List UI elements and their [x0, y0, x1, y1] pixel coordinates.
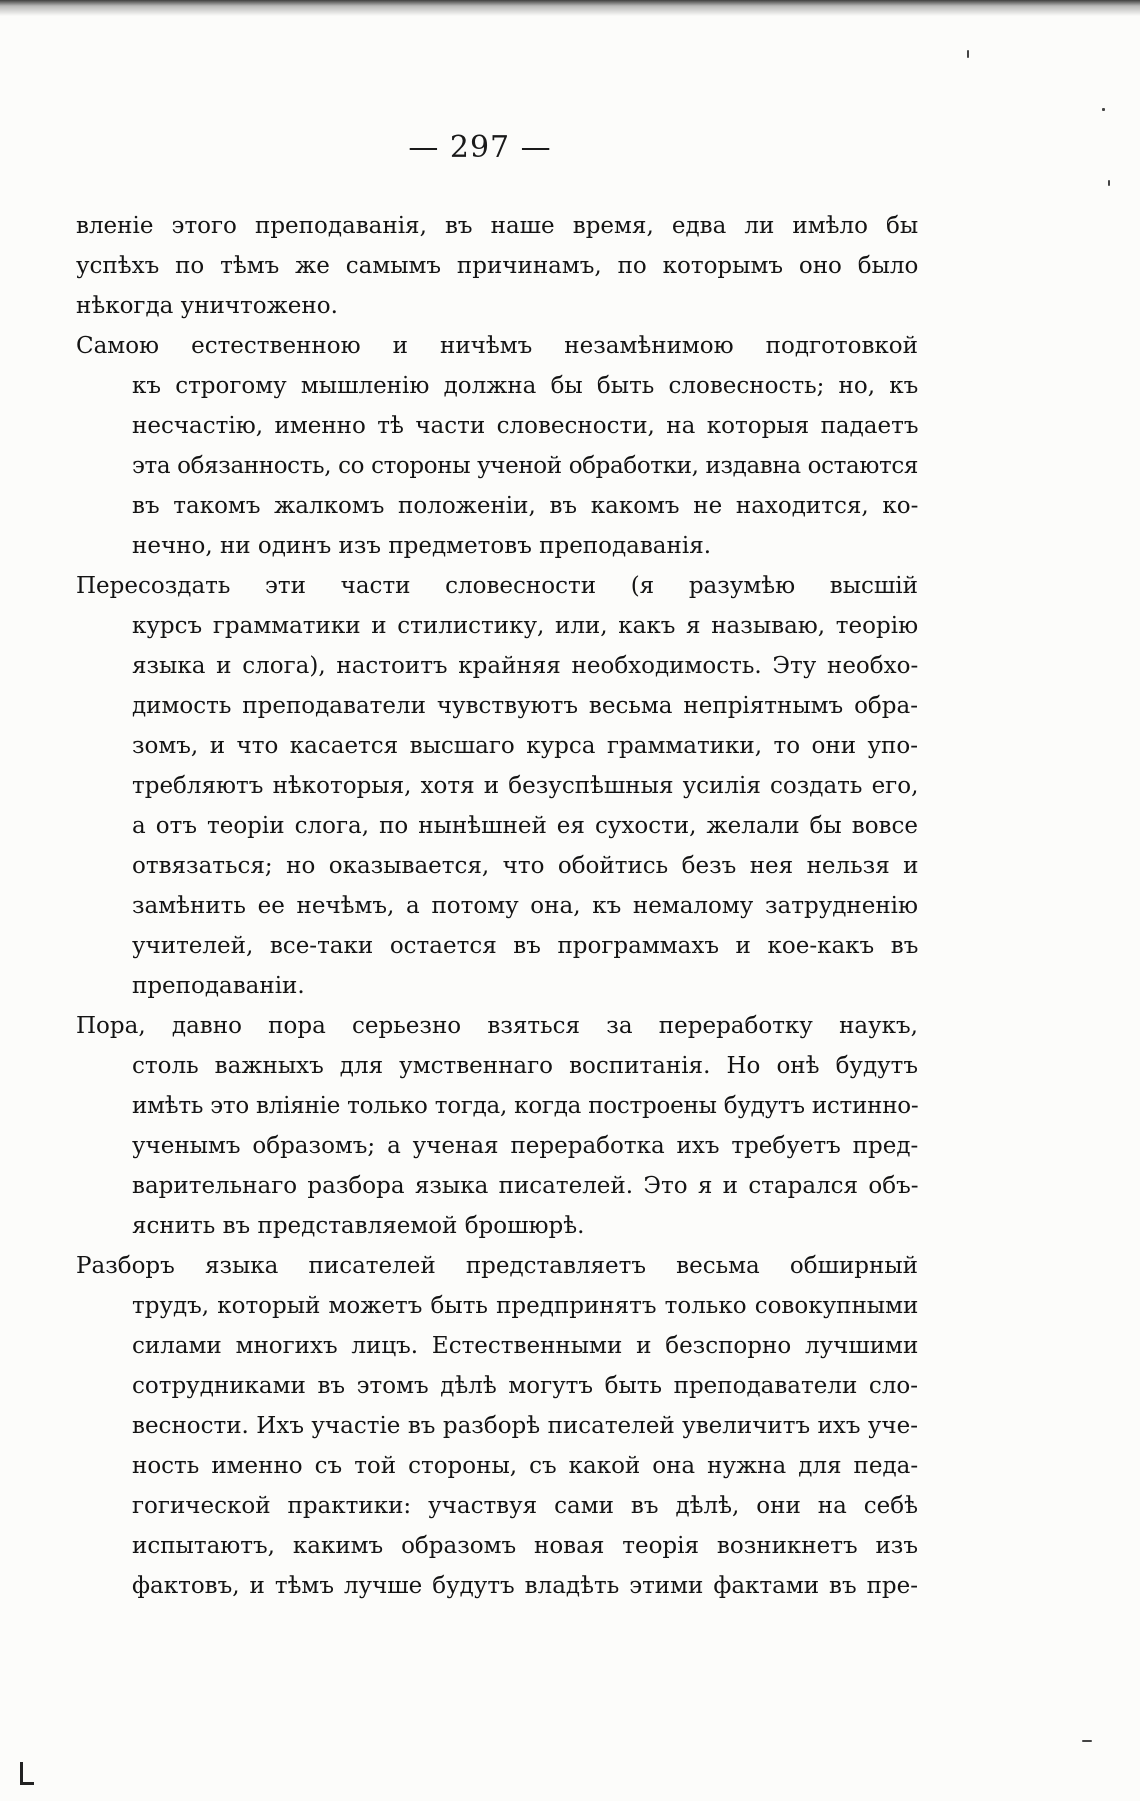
text-line: зомъ, и что касается высшаго курса грамматики, то они упо-: [132, 733, 918, 759]
text-line: замѣнить ее нечѣмъ, а потому она, къ немалому затрудненію: [132, 893, 919, 919]
text-line: успѣхъ по тѣмъ же самымъ причинамъ, по которымъ оно было: [76, 253, 919, 279]
text-line: требляютъ нѣкоторыя, хотя и безуспѣшныя усилія создать его,: [132, 773, 919, 799]
text-line: къ строгому мышленію должна бы быть словесность; но, къ: [132, 373, 919, 399]
text-line: вленіе этого преподаванія, въ наше время, едва ли имѣло бы: [76, 213, 919, 239]
text-line: отвязаться; но оказывается, что обойтись безъ нея нельзя и: [132, 853, 919, 879]
text-line: въ такомъ жалкомъ положеніи, въ какомъ не находится, ко-: [132, 493, 919, 519]
scan-top-edge: [0, 0, 1140, 16]
text-line: яснить въ представляемой брошюрѣ.: [132, 1213, 585, 1239]
paragraph: [76, 206, 918, 326]
scan-margin-mark: [20, 1782, 34, 1785]
text-line: трудъ, который можетъ быть предпринятъ только совокупными: [132, 1293, 919, 1319]
paragraph: [76, 1006, 918, 1246]
paragraph: [76, 1246, 918, 1606]
text-line: Разборъ языка писателей представляетъ весьма обширный: [76, 1253, 918, 1279]
text-line: столь важныхъ для умственнаго воспитанія. Но онѣ будутъ: [132, 1053, 918, 1079]
text-line: ность именно съ той стороны, съ какой она нужна для педа-: [132, 1453, 919, 1479]
text-line: Пора, давно пора серьезно взяться за переработку наукъ,: [76, 1013, 918, 1039]
text-line: димость преподаватели чувствуютъ весьма непріятнымъ обра-: [132, 693, 918, 719]
body-text: [76, 206, 918, 1606]
text-line: весности. Ихъ участіе въ разборѣ писателей увеличитъ ихъ уче-: [132, 1413, 919, 1439]
scan-speck: [1108, 180, 1110, 186]
text-line: испытаютъ, какимъ образомъ новая теорія возникнетъ изъ: [132, 1533, 918, 1559]
text-line: курсъ грамматики и стилистику, или, какъ я называю, теорію: [132, 613, 919, 639]
text-line: учителей, все-таки остается въ программахъ и кое-какъ въ: [132, 933, 919, 959]
paragraph: [76, 566, 918, 1006]
text-line: Самою естественною и ничѣмъ незамѣнимою подготовкой: [76, 333, 918, 359]
scan-speck: [1102, 108, 1105, 111]
text-line: несчастію, именно тѣ части словесности, на которыя падаетъ: [132, 413, 919, 439]
page-number: — 297 —: [408, 130, 552, 165]
text-line: эта обязанность, со стороны ученой обработки, издавна остаются: [132, 453, 918, 479]
text-line: преподаваніи.: [132, 973, 305, 999]
text-line: ученымъ образомъ; а ученая переработка ихъ требуетъ пред-: [132, 1133, 919, 1159]
paragraph: [76, 326, 918, 566]
scan-margin-mark: [20, 1762, 23, 1784]
scan-speck: [1082, 1740, 1092, 1742]
scan-speck: [967, 50, 969, 58]
text-line: силами многихъ лицъ. Естественными и безспорно лучшими: [132, 1333, 919, 1359]
text-line: нѣкогда уничтожено.: [76, 293, 338, 319]
text-line: а отъ теоріи слога, по нынѣшней ея сухости, желали бы вовсе: [132, 813, 918, 839]
text-line: гогической практики: участвуя сами въ дѣлѣ, они на себѣ: [132, 1493, 918, 1519]
text-line: фактовъ, и тѣмъ лучше будутъ владѣть этими фактами въ пре-: [132, 1573, 919, 1599]
text-line: языка и слога), настоитъ крайняя необходимость. Эту необхо-: [132, 653, 919, 679]
text-line: нечно, ни одинъ изъ предметовъ преподаванія.: [132, 533, 712, 559]
text-line: имѣть это вліяніе только тогда, когда построены будутъ истинно-: [132, 1093, 919, 1119]
text-line: Пересоздать эти части словесности (я разумѣю высшій: [76, 573, 918, 599]
text-line: варительнаго разбора языка писателей. Это я и старался объ-: [132, 1173, 919, 1199]
text-line: сотрудниками въ этомъ дѣлѣ могутъ быть преподаватели сло-: [132, 1373, 918, 1399]
